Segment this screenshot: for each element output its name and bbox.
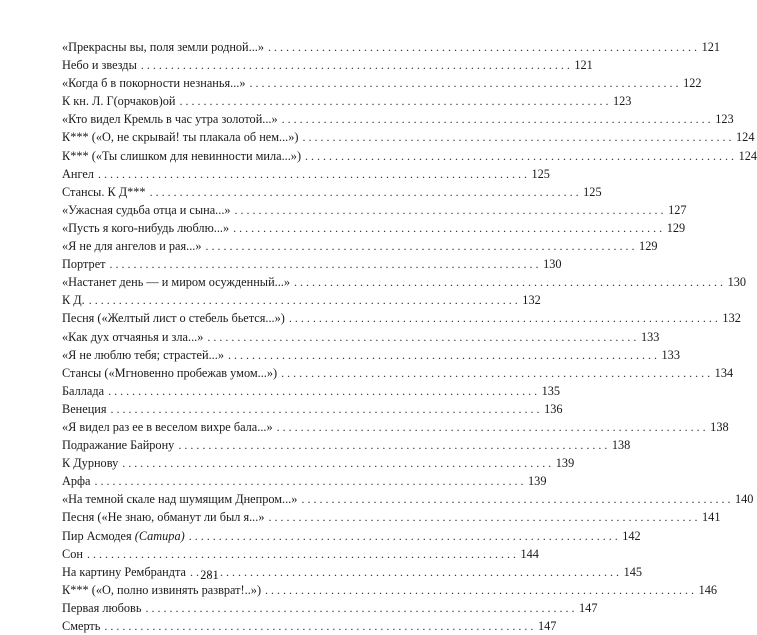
toc-entry — [62, 617, 557, 635]
toc-entry-page: 130 — [727, 275, 747, 290]
dot-leader — [305, 147, 734, 165]
toc-entry-subtitle: (Сатира) — [134, 528, 185, 543]
toc-entry-page: 121 — [574, 58, 593, 73]
dot-leader — [189, 527, 618, 545]
toc-entry-page: 135 — [541, 383, 561, 398]
toc-entry-page: 136 — [544, 401, 563, 416]
toc-entry-title: Небо и звезды — [62, 58, 137, 73]
dot-leader — [110, 255, 539, 273]
toc-entry-page: 133 — [640, 329, 660, 344]
toc-entry-page: 147 — [579, 600, 598, 615]
toc-entry-title: «Я не для ангелов и рая...» — [62, 239, 202, 254]
toc-entry — [62, 201, 687, 219]
dot-leader — [108, 382, 537, 400]
toc-entry-title: «Настанет день — и миром осужденный...» — [62, 275, 291, 290]
toc-entry — [62, 147, 757, 165]
toc-entry-title: «На темной скале над шумящим Днепром...» — [62, 492, 298, 507]
dot-leader — [111, 400, 540, 418]
toc-entry-page: 139 — [555, 456, 575, 471]
toc-entry-title: «Я видел раз ее в веселом вихре бала...» — [62, 419, 273, 434]
dot-leader — [122, 454, 551, 472]
toc-entry-page: 145 — [623, 564, 643, 579]
toc-entry — [62, 436, 631, 454]
toc-entry-page: 144 — [520, 546, 539, 561]
toc-entry — [62, 74, 702, 92]
toc-entry-title: Стансы. К Д*** — [62, 184, 146, 199]
toc-entry — [62, 364, 734, 382]
toc-entry-title: Баллада — [62, 383, 105, 398]
toc-entry-page: 138 — [710, 419, 729, 434]
dot-leader — [277, 418, 706, 436]
toc-entry-page: 138 — [611, 438, 631, 453]
toc-entry — [62, 56, 593, 74]
toc-entry-title: К кн. Л. Г(орчаков)ой — [62, 94, 176, 109]
toc-entry-title: Песня («Не знаю, обманут ли был я...» — [62, 510, 265, 525]
toc-entry — [62, 219, 686, 237]
toc-entry-title: «Когда б в покорности незнанья...» — [62, 76, 246, 91]
dot-leader — [289, 309, 718, 327]
toc-entry — [62, 183, 602, 201]
toc-entry — [62, 128, 755, 146]
toc-entry-title: Венеция — [62, 401, 107, 416]
toc-entry — [62, 237, 658, 255]
toc-entry-page: 141 — [702, 510, 721, 525]
toc-entry-page: 142 — [622, 528, 641, 543]
toc-entry-page: 132 — [722, 311, 741, 326]
toc-entry-page: 127 — [668, 202, 687, 217]
dot-leader — [301, 490, 730, 508]
toc-entry — [62, 472, 547, 490]
dot-leader — [89, 291, 518, 309]
toc-entry-title: Арфа — [62, 474, 91, 489]
toc-entry-title: Подражание Байрону — [62, 438, 175, 453]
toc-entry-page: 147 — [537, 619, 557, 633]
dot-leader — [265, 581, 694, 599]
toc-entry-title: «Пусть я кого-нибудь люблю...» — [62, 220, 230, 235]
dot-leader — [178, 436, 607, 454]
toc-entry-page: 140 — [734, 492, 754, 507]
toc-entry — [62, 581, 718, 599]
toc-entry — [62, 165, 550, 183]
toc-entry — [62, 328, 660, 346]
toc-entry-page: 121 — [701, 40, 721, 54]
dot-leader — [302, 128, 731, 146]
toc-entry — [62, 291, 541, 309]
toc-entry-title: Стансы («Мгновенно пробежав умом...») — [62, 365, 278, 380]
toc-entry-title: К Дурнову — [62, 456, 119, 471]
dot-leader — [250, 74, 679, 92]
toc-entry-page: 122 — [683, 76, 702, 91]
toc-entry-page: 139 — [528, 474, 547, 489]
dot-leader — [268, 38, 697, 56]
dot-leader — [94, 472, 523, 490]
toc-entry — [62, 400, 563, 418]
dot-leader — [145, 599, 574, 617]
toc-entry-page: 134 — [714, 365, 734, 380]
toc-entry-title: «Кто видел Кремль в час утра золотой...» — [62, 112, 278, 127]
toc-entry-title: «Как дух отчаянья и зла...» — [62, 329, 204, 344]
toc-entry-page: 124 — [738, 148, 757, 163]
toc-entry-page: 124 — [736, 130, 755, 145]
toc-entry-title: Смерть — [62, 619, 101, 633]
toc-entry-title: На картину Рембрандта — [62, 564, 187, 579]
dot-leader — [206, 237, 635, 255]
toc-entry — [62, 382, 561, 400]
toc-entry-title: «Я не люблю тебя; страстей...» — [62, 347, 224, 362]
toc-entry — [62, 110, 734, 128]
toc-entry — [62, 418, 729, 436]
toc-entry-title: К*** («О, полно извинять разврат!..») — [62, 582, 262, 597]
page-number: 281 — [200, 568, 219, 582]
toc-entry — [62, 508, 721, 526]
dot-leader — [282, 110, 711, 128]
toc-entry-page: 123 — [612, 94, 632, 109]
dot-leader — [281, 364, 710, 382]
dot-leader — [179, 92, 608, 110]
toc-entry-title: Портрет — [62, 257, 106, 272]
toc-entry-page: 129 — [639, 239, 658, 254]
toc-entry — [62, 255, 562, 273]
toc-entry — [62, 92, 632, 110]
toc-entry-title: Сон — [62, 546, 83, 561]
dot-leader — [207, 328, 636, 346]
dot-leader — [104, 617, 533, 635]
toc-entry — [62, 273, 747, 291]
toc-entry — [62, 527, 641, 545]
toc-entry-title: К Д. — [62, 293, 85, 308]
toc-entry — [62, 38, 721, 56]
toc-entry-title: Ангел — [62, 166, 94, 181]
dot-leader — [294, 273, 723, 291]
toc-entry-title: К*** («О, не скрывай! ты плакала об нем...») — [62, 130, 299, 145]
toc-entry-page: 146 — [698, 582, 718, 597]
toc-entry-page: 130 — [543, 257, 562, 272]
toc-entry-title: К*** («Ты слишком для невинности мила...») — [62, 148, 302, 163]
toc-entry — [62, 309, 741, 327]
dot-leader — [228, 346, 657, 364]
dot-leader — [141, 56, 570, 74]
dot-leader — [268, 508, 697, 526]
toc-entry-page: 133 — [661, 347, 680, 362]
toc-entry — [62, 346, 680, 364]
toc-entry-title: «Ужасная судьба отца и сына...» — [62, 202, 231, 217]
toc-entry-title: Первая любовь — [62, 600, 142, 615]
toc-entry — [62, 545, 539, 563]
dot-leader — [87, 545, 516, 563]
toc-entry — [62, 599, 598, 617]
toc-entry-page: 125 — [583, 184, 602, 199]
toc-entry-title: Песня («Желтый лист о стебель бьется...») — [62, 311, 285, 326]
toc-entry-title: «Прекрасны вы, поля земли родной...» — [62, 40, 265, 54]
toc-entry-page: 129 — [666, 220, 686, 235]
toc-entry-title: Пир Асмодея (Сатира) — [62, 528, 185, 543]
dot-leader — [150, 183, 579, 201]
dot-leader — [98, 165, 527, 183]
dot-leader — [233, 219, 662, 237]
dot-leader — [235, 201, 664, 219]
toc-entry-page: 123 — [715, 112, 734, 127]
toc-entry-page: 132 — [522, 293, 541, 308]
toc-entry — [62, 454, 575, 472]
table-of-contents — [62, 38, 757, 635]
toc-entry — [62, 490, 754, 508]
toc-entry-page: 125 — [531, 166, 550, 181]
